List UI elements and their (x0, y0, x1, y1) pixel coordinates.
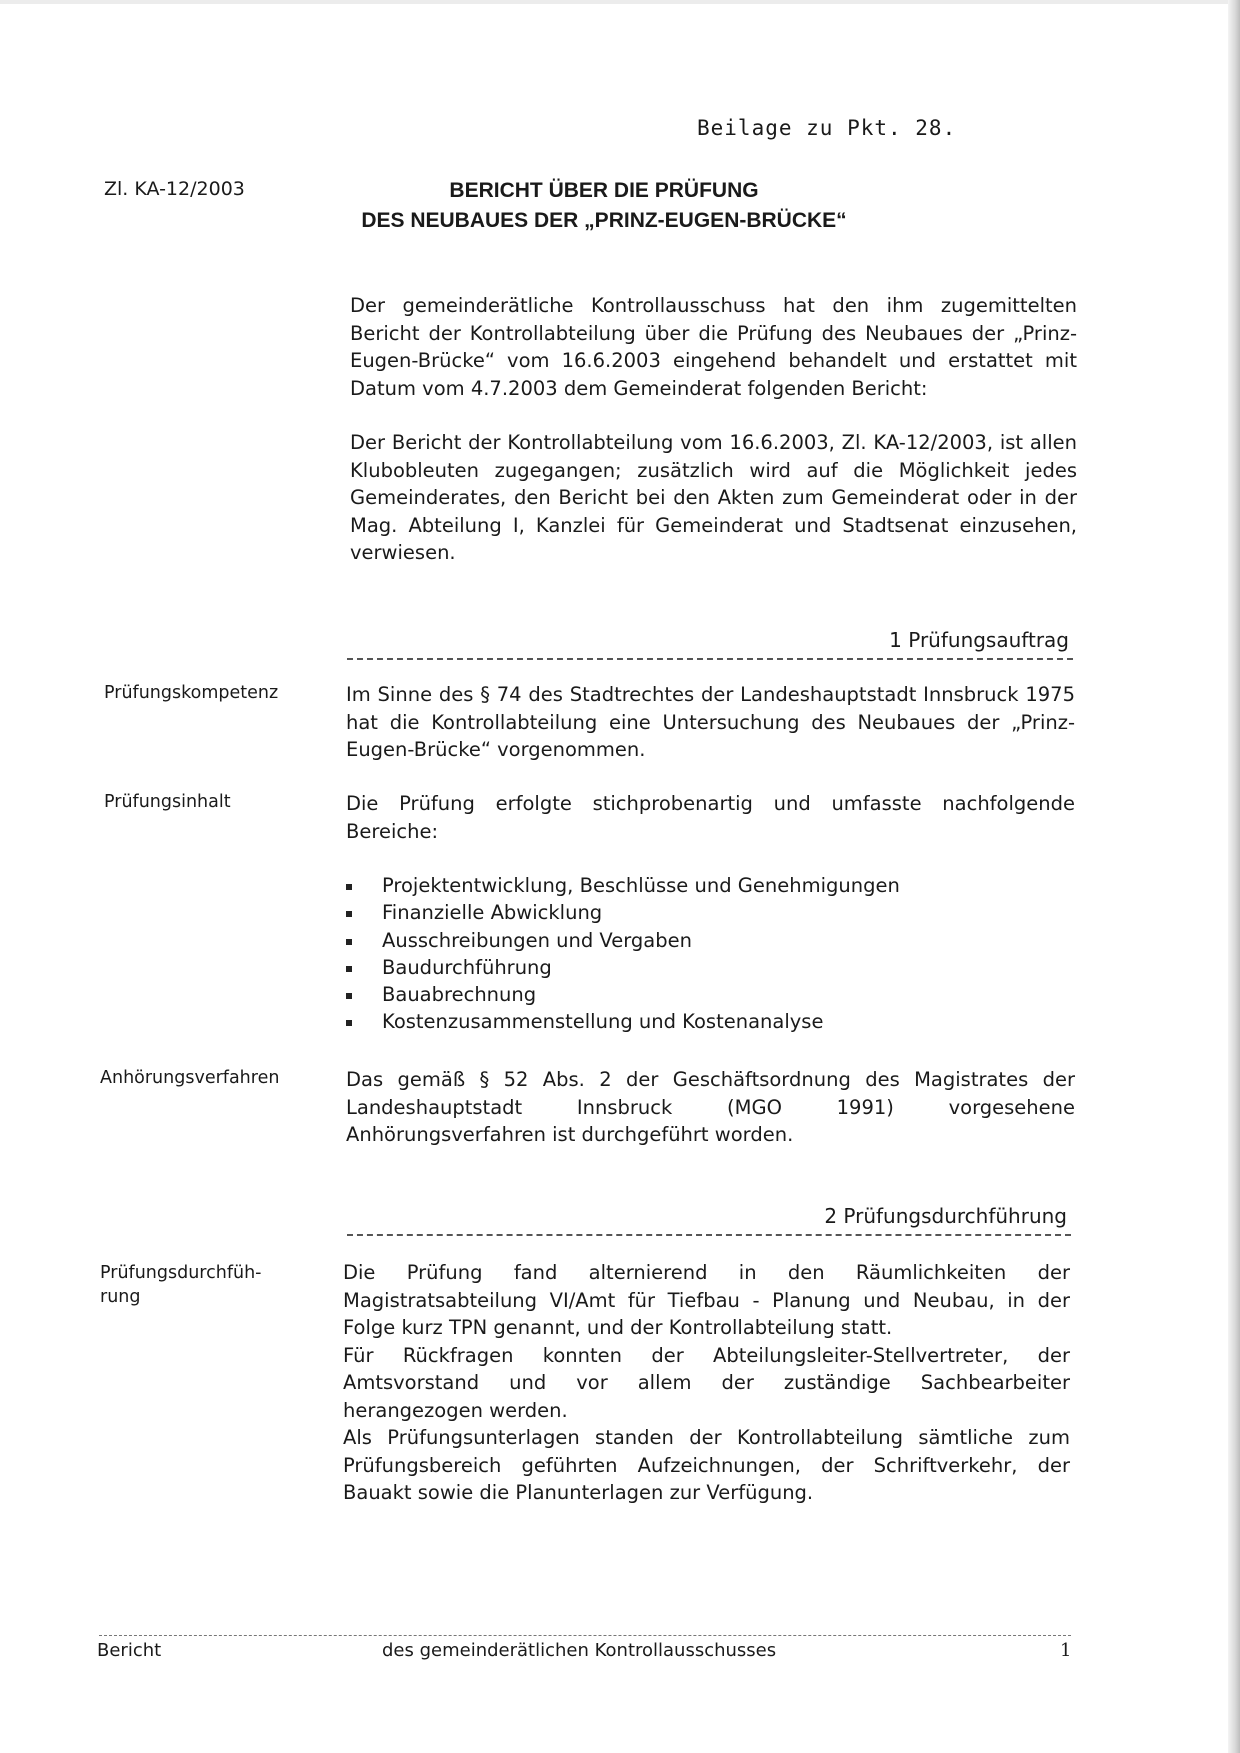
durchfuehrung-paragraph-3: Als Prüfungsunterlagen standen der Kontrollabteilung sämtliche zum Prüfungsbereich geführten Aufzeichnungen, der Schriftverkehr, der Bauakt sowie die Planunterlagen zur Verfügung. (343, 1426, 1070, 1504)
bullet-icon (346, 966, 352, 972)
intro-paragraph-1: Der gemeinderätliche Kontrollausschuss hat den ihm zugemittelten Bericht der Kontrollabteilung über die Prüfung des Neubaues der „Prinz-Eugen-Brücke“ vom 16.6.2003 eingehend behandelt und erstattet mit Datum vom 4.7.2003 dem Gemeinderat folgenden Bericht: (350, 294, 1077, 400)
list-item: Projektentwicklung, Beschlüsse und Genehmigungen (346, 872, 1075, 899)
reference-number: Zl. KA-12/2003 (104, 178, 245, 200)
bullet-icon (346, 884, 352, 890)
attachment-note: Beilage zu Pkt. 28. (697, 116, 957, 140)
page-number: 1 (1060, 1640, 1072, 1661)
footer-divider (99, 1635, 1071, 1636)
document-title (330, 176, 878, 236)
label-anhoerungsverfahren: Anhörungsverfahren (100, 1068, 280, 1088)
durchfuehrung-paragraph-1: Die Prüfung fand alternierend in den Räumlichkeiten der Magistratsabteilung VI/Amt für Tiefbau - Planung und Neubau, in der Folge kurz TPN genannt, und der Kontrollabteilung statt. (343, 1261, 1070, 1339)
scan-edge-right (1228, 0, 1240, 1753)
bullet-icon (346, 911, 352, 917)
intro-text (350, 292, 1077, 567)
intro-paragraph-2: Der Bericht der Kontrollabteilung vom 16.6.2003, Zl. KA-12/2003, ist allen Klubobleuten zugegangen; zusätzlich wird auf die Möglichkeit jedes Gemeinderates, den Bericht bei den Akten zum Gemeinderat oder in der Mag. Abteilung I, Kanzlei für Gemeinderat und Stadtsenat einzusehen, verwiesen. (350, 431, 1077, 564)
label-pruefungsinhalt: Prüfungsinhalt (104, 792, 231, 812)
bullet-icon (346, 993, 352, 999)
label-pruefungsdurchfuehrung: Prüfungsdurchfüh- rung (100, 1263, 262, 1307)
list-item: Baudurchführung (346, 954, 1075, 981)
section-2-heading (347, 1204, 1071, 1236)
footer-left: Bericht (97, 1640, 162, 1661)
footer-center: des gemeinderätlichen Kontrollausschusses (382, 1640, 777, 1661)
list-item: Kostenzusammenstellung und Kostenanalyse (346, 1008, 1075, 1035)
pruefungskompetenz-text: Im Sinne des § 74 des Stadtrechtes der Landeshauptstadt Innsbruck 1975 hat die Kontrollabteilung eine Untersuchung des Neubaues der „Prinz-Eugen-Brücke“ vorgenommen. (346, 683, 1075, 761)
list-item: Ausschreibungen und Vergaben (346, 927, 1075, 954)
anhoerungsverfahren-text: Das gemäß § 52 Abs. 2 der Geschäftsordnung des Magistrates der Landeshauptstadt Innsbruck (MGO 1991) vorgesehene Anhörungsverfahren ist durchgeführt worden. (346, 1068, 1075, 1146)
pruefungsinhalt-text: Die Prüfung erfolgte stichprobenartig und umfasste nachfolgende Bereiche: (346, 792, 1075, 843)
bullet-icon (346, 939, 352, 945)
section-2-title: 2 Prüfungsdurchführung (824, 1204, 1067, 1228)
bullet-icon (346, 1020, 352, 1026)
pruefungsinhalt-list (346, 872, 1075, 1036)
list-item: Bauabrechnung (346, 981, 1075, 1008)
label-pruefungskompetenz: Prüfungskompetenz (104, 683, 279, 703)
title-line-2: DES NEUBAUES DER „PRINZ-EUGEN-BRÜCKE“ (361, 209, 847, 232)
section-1-heading (347, 628, 1073, 660)
pruefungsdurchfuehrung-text (343, 1259, 1070, 1507)
title-line-1: BERICHT ÜBER DIE PRÜFUNG (449, 179, 759, 202)
list-item: Finanzielle Abwicklung (346, 899, 1075, 926)
section-1-title: 1 Prüfungsauftrag (889, 628, 1069, 652)
scan-edge-top (0, 0, 1240, 4)
durchfuehrung-paragraph-2: Für Rückfragen konnten der Abteilungsleiter-Stellvertreter, der Amtsvorstand und vor allem der zuständige Sachbearbeiter herangezogen werden. (343, 1343, 1070, 1422)
